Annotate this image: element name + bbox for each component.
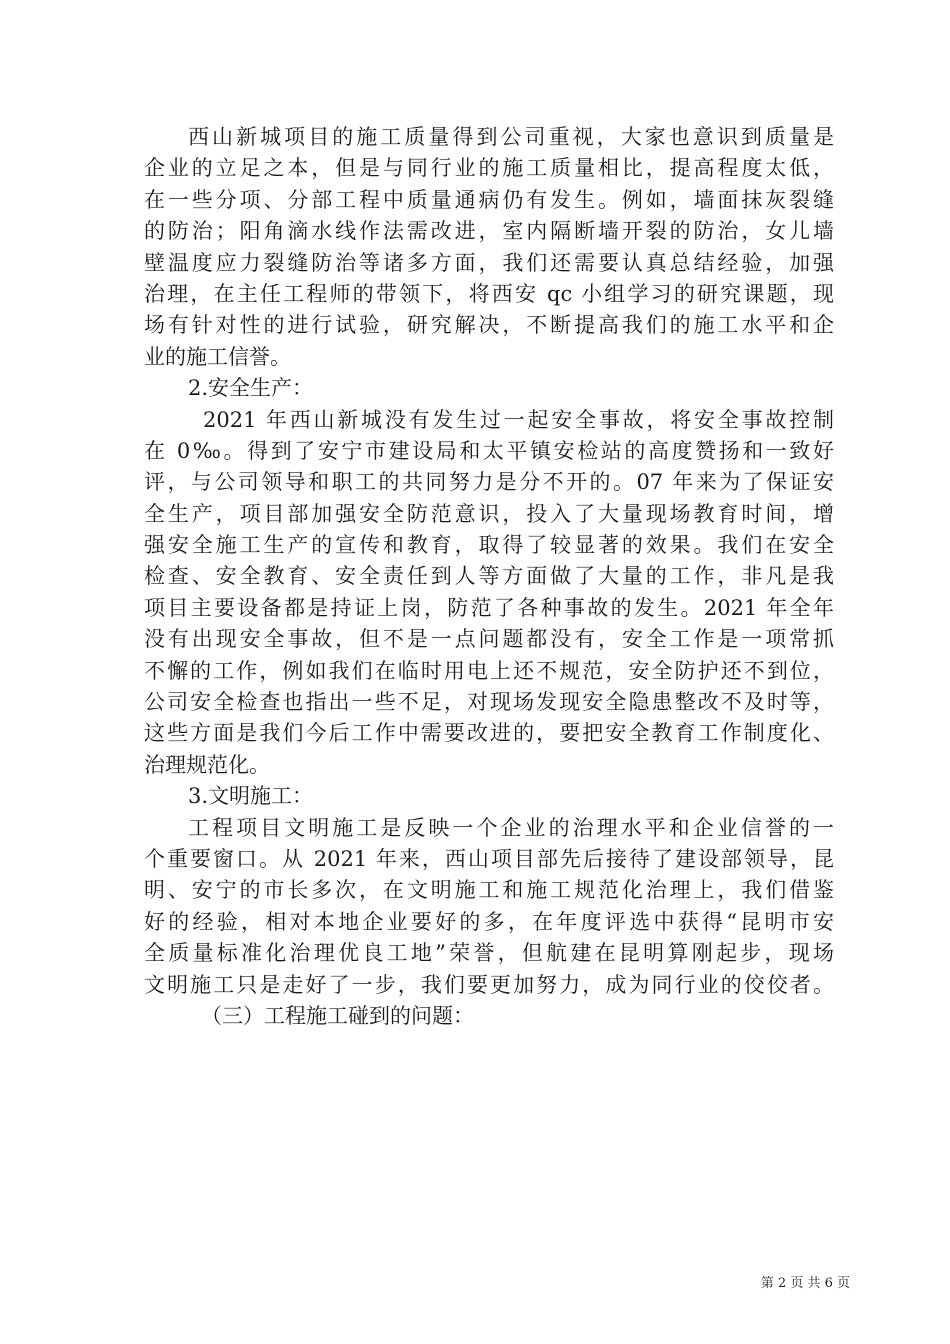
text-line: 3.文明施工：: [188, 784, 314, 809]
text-line: 治理规范化。: [144, 752, 270, 777]
text-line: 公司安全检查也指出一些不足，对现场发现安全隐患整改不及时等，: [144, 690, 834, 715]
text-line: 检查、安全教育、安全责任到人等方面做了大量的工作，非凡是我: [144, 564, 834, 589]
text-line: 2.安全生产：: [188, 376, 314, 401]
text-line: 好的经验，相对本地企业要好的多，在年度评选中获得“昆明市安: [144, 909, 834, 934]
text-line: 治理，在主任工程师的带领下，将西安 qc 小组学习的研究课题，现: [144, 281, 834, 306]
document-body: [144, 122, 834, 1032]
text-line: 西山新城项目的施工质量得到公司重视，大家也意识到质量是: [188, 125, 834, 149]
text-line: 强安全施工生产的宣传和教育，取得了较显著的效果。我们在安全: [144, 533, 834, 558]
text-line: 评，与公司领导和职工的共同努力是分不开的。07 年来为了保证安: [144, 470, 834, 495]
text-line: 2021 年西山新城没有发生过一起安全事故，将安全事故控制: [203, 407, 834, 432]
text-line: 的防治；阳角滴水线作法需改进，室内隔断墙开裂的防治，女儿墙: [144, 219, 834, 244]
text-line: 在一些分项、分部工程中质量通病仍有发生。例如，墙面抹灰裂缝: [144, 187, 834, 212]
text-line: 在 0‰。得到了安宁市建设局和太平镇安检站的高度赞扬和一致好: [144, 438, 834, 463]
text-line: 这些方面是我们今后工作中需要改进的，要把安全教育工作制度化、: [144, 721, 834, 746]
text-line: 企业的立足之本，但是与同行业的施工质量相比，提高程度太低，: [144, 156, 834, 181]
text-line: 场有针对性的进行试验，研究解决，不断提高我们的施工水平和企: [144, 313, 834, 338]
text-line: 不懈的工作，例如我们在临时用电上还不规范，安全防护还不到位，: [144, 658, 834, 683]
text-line: 全生产，项目部加强安全防范意识，投入了大量现场教育时间，增: [144, 501, 834, 526]
text-line: 工程项目文明施工是反映一个企业的治理水平和企业信誉的一: [188, 815, 834, 840]
text-line: 项目主要设备都是持证上岗，防范了各种事故的发生。2021 年全年: [144, 595, 834, 620]
text-line: 没有出现安全事故，但不是一点问题都没有，安全工作是一项常抓: [144, 627, 834, 652]
text-line: 壁温度应力裂缝防治等诸多方面，我们还需要认真总结经验，加强: [144, 250, 834, 275]
text-line: 业的施工信誉。: [144, 344, 291, 369]
text-line: 明、安宁的市长多次，在文明施工和施工规范化治理上，我们借鉴: [144, 878, 834, 903]
text-line: 全质量标准化治理优良工地”荣誉，但航建在昆明算刚起步，现场: [144, 941, 834, 966]
text-line: （三）工程施工碰到的问题：: [201, 1003, 474, 1028]
page-footer: 第 2 页 共 6 页: [760, 1276, 850, 1291]
text-line: 个重要窗口。从 2021 年来，西山项目部先后接待了建设部领导，昆: [144, 846, 834, 871]
text-line: 文明施工只是走好了一步，我们要更加努力，成为同行业的佼佼者。: [144, 972, 834, 997]
